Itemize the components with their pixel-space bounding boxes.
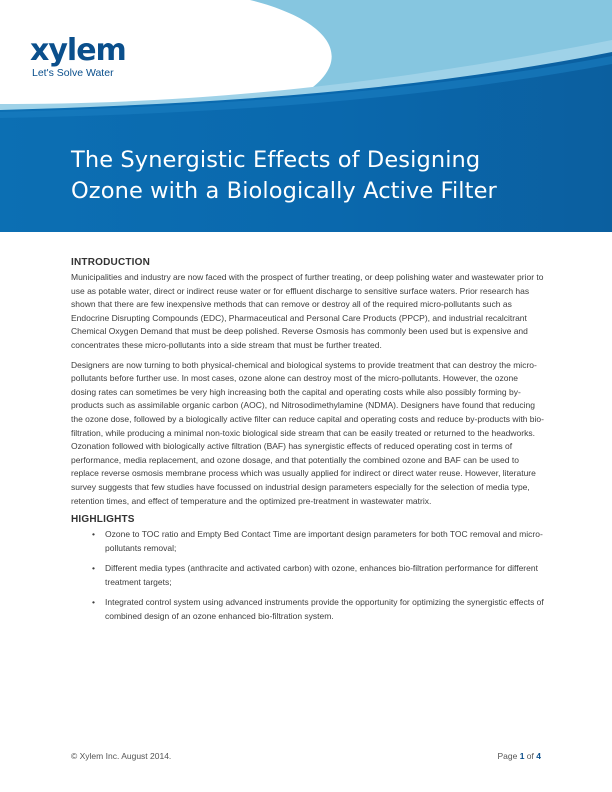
- page-total: 4: [536, 751, 541, 761]
- page-of: of: [526, 751, 534, 761]
- title-line-1: The Synergistic Effects of Designing: [71, 147, 481, 173]
- page-current: 1: [519, 751, 525, 761]
- logo-tagline: Let's Solve Water: [32, 67, 114, 79]
- introduction-paragraph-2: Designers are now turning to both physical-chemical and biological systems to provide treatment that can destroy the micro-pollutants before further use. In most cases, ozone alone can destroy most of the micro-pollutants. However, the ozone dosing rates can sometimes be very high increasing both the capital and operating costs while also possibly forming by-products such as assimilable organic carbon (AOC), nd Nitrosodimethylamine (NDMA). Designers have found that reducing the ozone dose, followed by a biologically active filter can reduce capital and operating costs and reduce by-products with bio-filtration, while producing a minimal non-toxic biological side stream that can be easily treated or returned to the headworks. Ozonation followed with biologically active filtration (BAF) has synergistic effects of reduced operating cost in terms of performance, media replacement, and ozone dosage, and that potentially the combined ozone and BAF can be used to replace reverse osmosis membrane process which was usually applied for indirect or direct water reuse. However, literature survey suggests that few studies have focussed on industrial design parameters especially for the selection of media type, retention times, and effect of temperature and the optimized pre-treatment in wastewater matrix.: [71, 359, 544, 506]
- page-word: Page: [497, 751, 518, 761]
- logo-wordmark: xylem: [30, 33, 126, 68]
- highlights-heading: HIGHLIGHTS: [71, 514, 135, 526]
- bullet-icon: •: [92, 597, 95, 608]
- page-number: [497, 751, 541, 761]
- bullet-icon: •: [92, 529, 95, 540]
- title-line-2: Ozone with a Biologically Active Filter: [71, 178, 497, 204]
- highlight-text: Different media types (anthracite and activated carbon) with ozone, enhances bio-filtration performance for different treatment targets;: [105, 563, 538, 587]
- highlights-list: [71, 528, 545, 624]
- copyright-notice: © Xylem Inc. August 2014.: [71, 751, 172, 761]
- highlight-text: Ozone to TOC ratio and Empty Bed Contact Time are important design parameters for both TOC removal and micro-pollutants removal;: [105, 529, 543, 553]
- document-body: [71, 257, 545, 631]
- highlight-item: [92, 596, 545, 623]
- introduction-heading: INTRODUCTION: [71, 257, 151, 268]
- highlight-item: [92, 528, 545, 555]
- document-title: [71, 145, 591, 207]
- highlight-text: Integrated control system using advanced instruments provide the opportunity for optimizing the synergistic effects of combined design of an ozone enhanced bio-filtration system.: [105, 597, 544, 622]
- bullet-icon: •: [92, 563, 95, 574]
- xylem-logo[interactable]: [30, 33, 126, 79]
- highlight-item: [92, 562, 545, 589]
- introduction-paragraph-1: Municipalities and industry are now faced with the prospect of further treating, or deep polishing water and wastewater prior to use as potable water, direct or indirect reuse water or for effluent discharge to sensitive surface waters. Prior research has shown that there are few inexpensive methods that can remove or destroy all of the required micro-pollutants such as Endocrine Disrupting Compounds (EDC), Pharmaceutical and Personal Care Products (PPCP), and industrial recalcitrant Chemical Oxygen Demand that must be deep polished. Reverse Osmosis has commonly been used but is expensive and concentrates these micro-pollutants into a side stream that must be further treated.: [71, 272, 544, 350]
